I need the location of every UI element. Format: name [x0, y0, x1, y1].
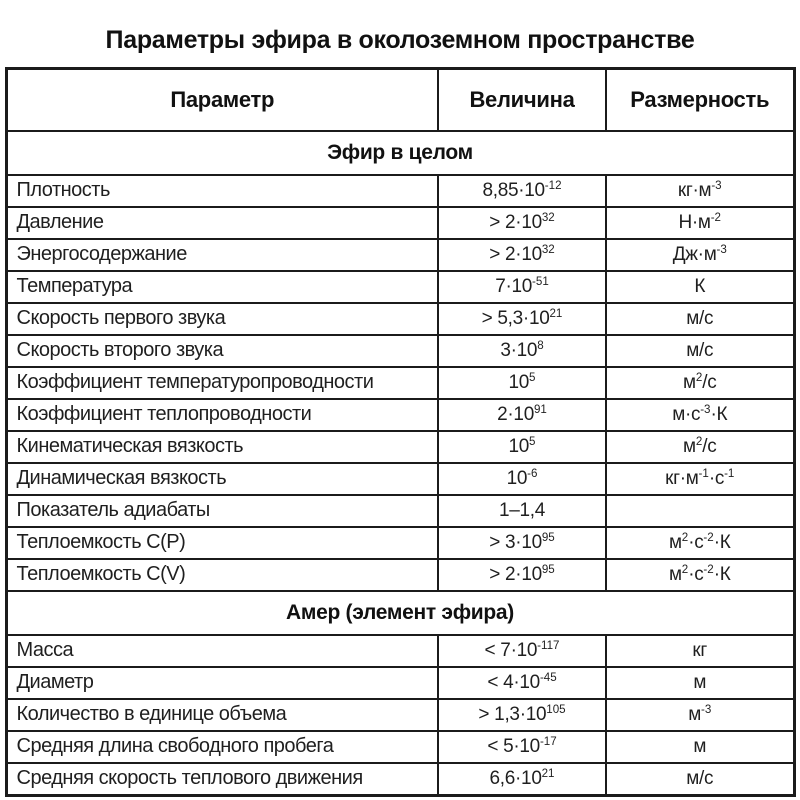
table-row	[6, 667, 794, 699]
table-row	[6, 495, 794, 527]
section-header-row	[6, 131, 794, 175]
superscript: -1	[724, 468, 735, 481]
value-cell: $2\cdot 10^{91}$	[438, 399, 606, 431]
table-row	[6, 239, 794, 271]
section-header-row	[6, 591, 794, 635]
superscript: -6	[527, 468, 538, 481]
page-title: Параметры эфира в околоземном пространстве	[105, 26, 695, 54]
parameter-cell: Скорость второго звука	[6, 335, 438, 367]
value-cell: > $2\cdot 10^{95}$	[438, 559, 606, 591]
dimension-cell: $м^2/с$	[606, 367, 794, 399]
dimension-cell: $м^2\cdot с^{-2}\cdot К$	[606, 527, 794, 559]
parameter-cell: Кинематическая вязкость	[6, 431, 438, 463]
value-cell: > $2\cdot 10^{32}$	[438, 207, 606, 239]
superscript: -2	[703, 564, 714, 577]
parameter-cell: Динамическая вязкость	[6, 463, 438, 495]
table-row	[6, 559, 794, 591]
superscript: 32	[541, 212, 555, 225]
table-row	[6, 431, 794, 463]
parameter-cell: Средняя скорость теплового движения	[6, 763, 438, 796]
dimension-cell: м	[606, 667, 794, 699]
dimension-cell: $Дж\cdot м^{-3}$	[606, 239, 794, 271]
superscript: -51	[532, 276, 549, 289]
dimension-cell: $м\cdot с^{-3}\cdot К$	[606, 399, 794, 431]
superscript: 105	[546, 704, 566, 717]
value-cell: > $3\cdot 10^{95}$	[438, 527, 606, 559]
column-header-value: Величина	[438, 69, 606, 132]
superscript: 2	[695, 372, 703, 385]
parameter-cell: Теплоемкость C(P)	[6, 527, 438, 559]
superscript: 21	[549, 308, 563, 321]
table-header-row	[6, 69, 794, 132]
parameter-cell: Диаметр	[6, 667, 438, 699]
value-cell: < $7\cdot 10^{-117}$	[438, 635, 606, 667]
section-header-label: Амер (элемент эфира)	[6, 591, 794, 635]
parameter-cell: Средняя длина свободного пробега	[6, 731, 438, 763]
table-row	[6, 367, 794, 399]
parameter-cell: Коэффициент теплопроводности	[6, 399, 438, 431]
parameter-cell: Скорость первого звука	[6, 303, 438, 335]
superscript: 2	[681, 564, 689, 577]
parameters-table	[5, 67, 796, 797]
dimension-cell: $м^{-3}$	[606, 699, 794, 731]
parameter-cell: Температура	[6, 271, 438, 303]
table-row	[6, 303, 794, 335]
dimension-cell: м/с	[606, 335, 794, 367]
value-cell: $3\cdot 10^8$	[438, 335, 606, 367]
superscript: 95	[541, 532, 555, 545]
superscript: 5	[529, 372, 536, 385]
superscript: -17	[539, 736, 557, 749]
parameter-cell: Давление	[6, 207, 438, 239]
superscript: -45	[539, 672, 557, 685]
table-row	[6, 731, 794, 763]
value-cell: $7\cdot 10^{-51}$	[438, 271, 606, 303]
value-cell: > $2\cdot 10^{32}$	[438, 239, 606, 271]
section-header-label: Эфир в целом	[6, 131, 794, 175]
table-row	[6, 175, 794, 207]
superscript: 8	[537, 340, 544, 353]
superscript: -3	[700, 704, 712, 717]
value-cell: 1–1,4	[438, 495, 606, 527]
dimension-cell: м/с	[606, 303, 794, 335]
superscript: 2	[695, 436, 703, 449]
superscript: 2	[681, 532, 689, 545]
table-row	[6, 271, 794, 303]
superscript: 5	[529, 436, 536, 449]
table-row	[6, 527, 794, 559]
table-row	[6, 699, 794, 731]
value-cell: $8,85\cdot 10^{-12}$	[438, 175, 606, 207]
parameter-cell: Количество в единице объема	[6, 699, 438, 731]
superscript: 32	[541, 244, 555, 257]
table-row	[6, 463, 794, 495]
superscript: -117	[537, 640, 560, 653]
column-header-parameter: Параметр	[6, 69, 438, 132]
superscript: -2	[703, 532, 714, 545]
parameter-cell: Коэффициент температуропроводности	[6, 367, 438, 399]
dimension-cell: м	[606, 731, 794, 763]
dimension-cell: $Н\cdot м^{-2}$	[606, 207, 794, 239]
dimension-cell: $м^2/с$	[606, 431, 794, 463]
superscript: -3	[700, 404, 711, 417]
superscript: -3	[711, 180, 722, 193]
value-cell: $10^5$	[438, 367, 606, 399]
value-cell: < $5\cdot 10^{-17}$	[438, 731, 606, 763]
parameter-cell: Показатель адиабаты	[6, 495, 438, 527]
table-body	[6, 131, 794, 796]
parameter-cell: Масса	[6, 635, 438, 667]
parameter-cell: Теплоемкость C(V)	[6, 559, 438, 591]
dimension-cell	[606, 495, 794, 527]
table-row	[6, 207, 794, 239]
value-cell: $10^5$	[438, 431, 606, 463]
value-cell: < $4\cdot 10^{-45}$	[438, 667, 606, 699]
dimension-cell: $м^2\cdot с^{-2}\cdot К$	[606, 559, 794, 591]
value-cell: $10^{-6}$	[438, 463, 606, 495]
superscript: -2	[710, 212, 721, 225]
dimension-cell: К	[606, 271, 794, 303]
dimension-cell: $кг\cdot м^{-3}$	[606, 175, 794, 207]
parameter-cell: Плотность	[6, 175, 438, 207]
value-cell: > $1,3\cdot 10^{105}$	[438, 699, 606, 731]
parameter-cell: Энергосодержание	[6, 239, 438, 271]
superscript: 21	[541, 768, 555, 781]
superscript: 95	[541, 564, 555, 577]
value-cell: > $5,3\cdot 10^{21}$	[438, 303, 606, 335]
superscript: -12	[544, 180, 562, 193]
table-row	[6, 635, 794, 667]
superscript: -1	[698, 468, 709, 481]
table-row	[6, 399, 794, 431]
dimension-cell: кг	[606, 635, 794, 667]
superscript: -3	[716, 244, 727, 257]
table-row	[6, 763, 794, 796]
value-cell: $6,6\cdot 10^{21}$	[438, 763, 606, 796]
column-header-dimension: Размерность	[606, 69, 794, 132]
dimension-cell: м/с	[606, 763, 794, 796]
table-row	[6, 335, 794, 367]
superscript: 91	[533, 404, 547, 417]
dimension-cell: $кг\cdot м^{-1}\cdot с^{-1}$	[606, 463, 794, 495]
